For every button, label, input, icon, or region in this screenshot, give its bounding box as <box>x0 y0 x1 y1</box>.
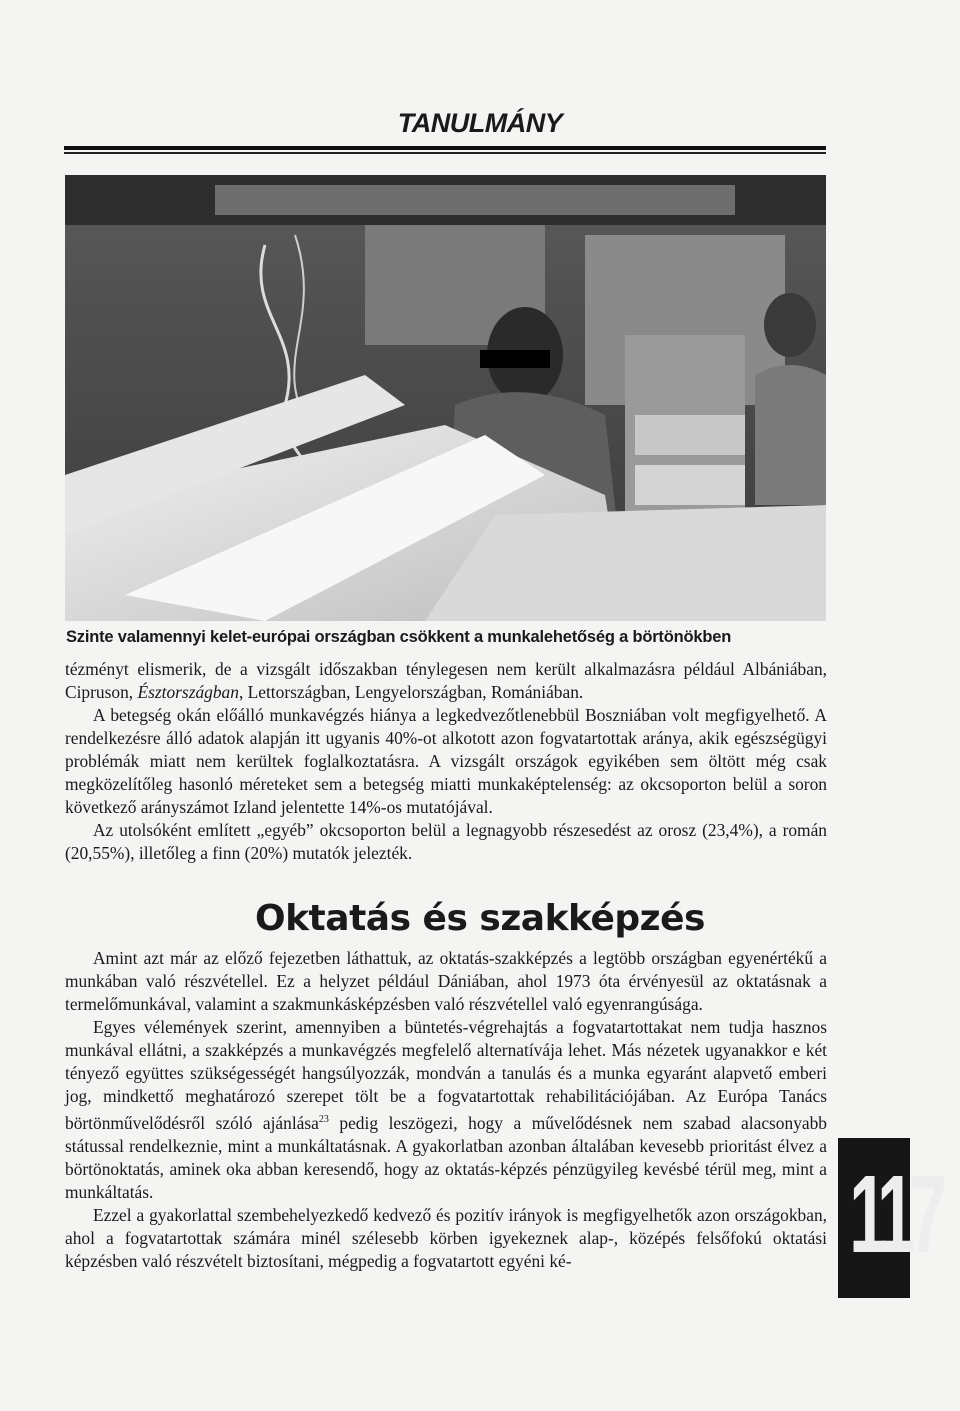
page-number: 117 <box>849 1153 941 1276</box>
paragraph: Amint azt már az előző fejezetben láthattuk, az oktatás-szakképzés a legtöbb országban egyenértékű a munkában való részvétellel. Ez a helyzet például Dániában, ahol 1973 óta érvényesül az oktatásnak a termelőmunkával, valamint a szakmunkásképzésben való részvétellel való egyenrangúsága. <box>65 948 827 1014</box>
paragraph: Ezzel a gyakorlattal szembehelyezkedő kedvező és pozitív irányok is megfigyelhetők azon országokban, ahol a fogvatartottak számára minél szélesebb körben igyekeznek alap-, középés felsőfokú oktatási képzésben való részvételt biztosítani, mégpedig a fogvatartott egyéni ké- <box>65 1204 827 1271</box>
paragraph: A betegség okán előálló munkavégzés hiánya a legkedvezőtlenebbül Boszniában volt megfigyelhető. A rendelkezésre álló adatok alapján itt ugyanis 40%-ot alkotott azon fogvatartottak aránya, akik egészségügyi problémák miatt nem kerültek foglalkoztatásra. A vizsgált országok egyikében sem öltött még csak megközelítőleg hasonló méreteket sem a betegség miatti munkaképtelenség: az okcsoporton belül a soron következő arányszámot Izland jelentette 14%-os mutatójával. <box>65 705 827 817</box>
photo-caption: Szinte valamennyi kelet-európai országban csökkent a munkalehetőség a börtönökben <box>66 628 732 646</box>
footnote-marker: 23 <box>318 1114 329 1125</box>
article-text-block-1 <box>65 658 827 865</box>
paragraph <box>65 1016 827 1204</box>
paragraph <box>65 658 827 704</box>
header-rule-thin <box>64 152 826 154</box>
header-rule-thick <box>64 146 826 150</box>
section-heading: Oktatás és szakképzés <box>255 898 705 939</box>
article-text-block-2 <box>65 947 827 1273</box>
article-photo <box>65 175 826 621</box>
paragraph: Az utolsóként említett „egyéb” okcsoporton belül a legnagyobb részesedést az orosz (23,4%), a román (20,55%), illetőleg a finn (20%) mutatók jelezték. <box>65 820 827 863</box>
text: tézményt elismerik, de a vizsgált időszakban ténylegesen nem került alkalmazásra például Albániában, Cipruson, <box>65 659 827 702</box>
text: pedig leszögezi, hogy a művelődésnek nem szabad alacsonyabb státussal rendelkeznie, mint a munkáltatásnak. A gyakorlatban azonban általában kevesebb prioritást élvez a börtönoktatás, aminek oka abban keresendő, hogy az oktatás-képzés pénzügyileg kevésbé térül meg, mint a munkáltatás. <box>65 1112 827 1202</box>
photo-illustration <box>65 175 826 621</box>
text: , Lettországban, Lengyelországban, Romániában. <box>238 682 584 702</box>
text: Egyes vélemények szerint, amennyiben a büntetés-végrehajtás a fogvatartottakat nem tudja hasznos munkával ellátni, a szakképzés a munkavégzés megfelelő alternatívája lehet. Más nézetek ugyanakkor e két tényező együttes szükségességét hangsúlyozzák, mondván a tanulás és a munka egyaránt alapvető emberi jog, mindkettő meghatározó szerepet tölt be a fogvatartottak rehabilitációjában. Az Európa Tanács börtönművelődésről szóló ajánlása <box>65 1017 827 1133</box>
page-header-title: TANULMÁNY <box>397 108 563 138</box>
italic-text: Észtországban <box>137 682 239 702</box>
